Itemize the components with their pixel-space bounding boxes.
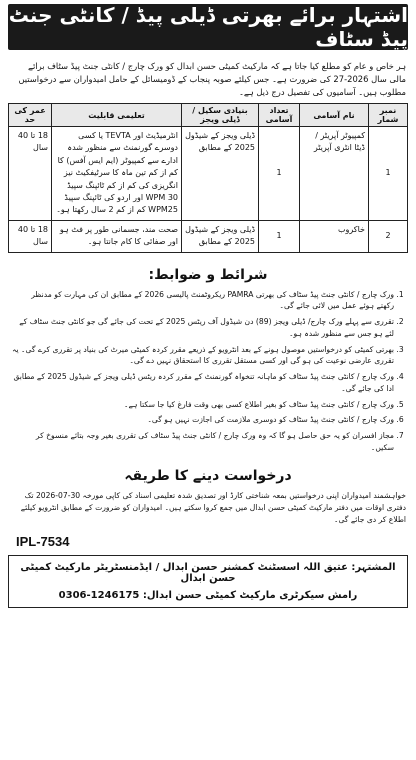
row-qualification: انٹرمیڈیٹ اور TEVTA یا کسی دوسرے گورنمنٹ سے منظور شدہ ادارے سے کمپیوٹر (ایم ایس آفس) کا کم از کم تین ماہ کا سرٹیفکیٹ نیز انگریزی کی کم از کم ٹائپنگ سپیڈ WPM 30 اور اردو کی ٹائپنگ سپیڈ WPM25 کم از کم 2 سال رکھتا ہو۔ [52, 127, 182, 221]
rule-item: 7. مجاز افسران کو یہ حق حاصل ہو گا کہ وہ ورک چارج / کانٹی جنٹ پیڈ سٹاف کی تقرری بغیر وجہ بتائے منسوخ کر سکیں۔ [12, 430, 394, 454]
contact-phone: 0306-1246175 [58, 590, 140, 602]
header-age-limit: عمر کی حد [9, 104, 52, 127]
apply-heading: درخواست دینے کا طریقہ [124, 467, 292, 484]
rule-item: 4. ورک چارج / کانٹی جنٹ پیڈ سٹاف کو ماہانہ تنخواہ گورنمنٹ کے مقرر کردہ ریٹس ڈیلی ویجز کے شیڈول 2025 کے مطابق ادا کی جائے گی۔ [12, 371, 394, 395]
row-scale: ڈیلی ویجز کے شیڈول 2025 کے مطابق [182, 220, 259, 252]
table-header-row [9, 104, 408, 127]
header-post-count: تعداد آسامی [259, 104, 300, 127]
reference-code: IPL-7534 [16, 534, 70, 550]
advertiser-footer [8, 555, 408, 608]
row-serial: 2 [369, 220, 408, 252]
posts-table [8, 103, 408, 253]
header-scale: بنیادی سکیل / ڈیلی ویجز [182, 104, 259, 127]
row-post-name: خاکروب [300, 220, 369, 252]
advertiser-name: المشتہر: عتیق اللہ اسسٹنٹ کمشنر حسن ابدال / ایڈمنسٹریٹر مارکیٹ کمیٹی حسن ابدال [20, 562, 396, 585]
rule-item: 3. بھرتی کمیٹی کو درخواستیں موصول ہونے کے بعد انٹرویو کے ذریعے مقرر کردہ کمیٹی میرٹ کی بنیاد پر تقرری کرے گی۔ یہ تقرری عارضی نوعیت کی ہو گی اور کسی مستقل تقرری کا استحقاق نہیں دے گی۔ [12, 344, 394, 368]
row-qualification: صحت مند، جسمانی طور پر فٹ ہو اور صفائی کا کام جانتا ہو۔ [52, 220, 182, 252]
rules-list [8, 289, 408, 454]
table-row [9, 127, 408, 221]
header-qualification: تعلیمی قابلیت [52, 104, 182, 127]
rule-item: 5. ورک چارج / کانٹی جنٹ پیڈ سٹاف کو بغیر اطلاع کسی بھی وقت فارغ کیا جا سکتا ہے۔ [12, 399, 394, 411]
row-post-count: 1 [259, 127, 300, 221]
rules-heading: شرائط و ضوابط: [148, 266, 268, 283]
apply-instruction-line: خواہشمند امیدواران اپنی درخواستیں بمعہ شناختی کارڈ اور تصدیق شدہ تعلیمی اسناد کی کاپی مورخہ 30-07-2026 تک دفتری اوقات میں دفتر مارکیٹ کمیٹی حسن ابدال میں جمع کروا سکتے ہیں۔ [24, 490, 406, 512]
row-age-limit: 18 تا 40 سال [9, 127, 52, 221]
header-post-name: نام آسامی [300, 104, 369, 127]
table-row [9, 220, 408, 252]
contact-label: رامش سیکرٹری مارکیٹ کمیٹی حسن ابدال: [142, 590, 358, 602]
apply-instruction-line: امیدواران کو ضرورت کے مطابق انٹرویو کیلئے اطلاع کر دی جائے گی۔ [20, 502, 406, 525]
ad-title [8, 4, 408, 50]
row-age-limit: 18 تا 40 سال [9, 220, 52, 252]
rule-item: 6. ورک چارج / کانٹی جنٹ پیڈ سٹاف کو دوسری ملازمت کی اجازت نہیں ہو گی۔ [12, 414, 394, 426]
rule-item: 1. ورک چارج / کانٹی جنٹ پیڈ سٹاف کی بھرتی PAMRA ریکروٹمنٹ پالیسی 2026 کے مطابق ان کی مہارت کو مدنظر رکھتے ہوئے عمل میں لائی جائے گی۔ [12, 289, 394, 313]
row-post-name: کمپیوٹر آپریٹر / ڈیٹا انٹری آپریٹر [300, 127, 369, 221]
intro-paragraph: ہر خاص و عام کو مطلع کیا جاتا ہے کہ مارکیٹ کمیٹی حسن ابدال کو ورک چارج / کانٹی جنٹ پیڈ سٹاف برائے مالی سال 2026-27 کی ضرورت ہے۔ جس کیلئے صوبہ پنجاب کے ڈومیسائل کے حامل امیدواران سے درخواستیں مطلوب ہیں۔ آسامیوں کی تفصیل درج ذیل ہے۔ [18, 61, 406, 98]
row-scale: ڈیلی ویجز کے شیڈول 2025 کے مطابق [182, 127, 259, 221]
row-serial: 1 [369, 127, 408, 221]
rule-item: 2. تقرری سے پہلے ورک چارج/ ڈیلی ویجز (89) دن شیڈول آف ریٹس 2025 کے تحت کی جائے گی جو کانٹی جنٹ سٹاف کے لئے ہو جس سے منظور شدہ ہو۔ [12, 316, 394, 340]
ad-title-text: اشتہار برائے بھرتی ڈیلی پیڈ / کانٹی جنٹ پیڈ سٹاف [8, 3, 408, 51]
contact-line [13, 590, 403, 601]
apply-instructions [10, 490, 406, 526]
row-post-count: 1 [259, 220, 300, 252]
header-serial: نمبر شمار [369, 104, 408, 127]
